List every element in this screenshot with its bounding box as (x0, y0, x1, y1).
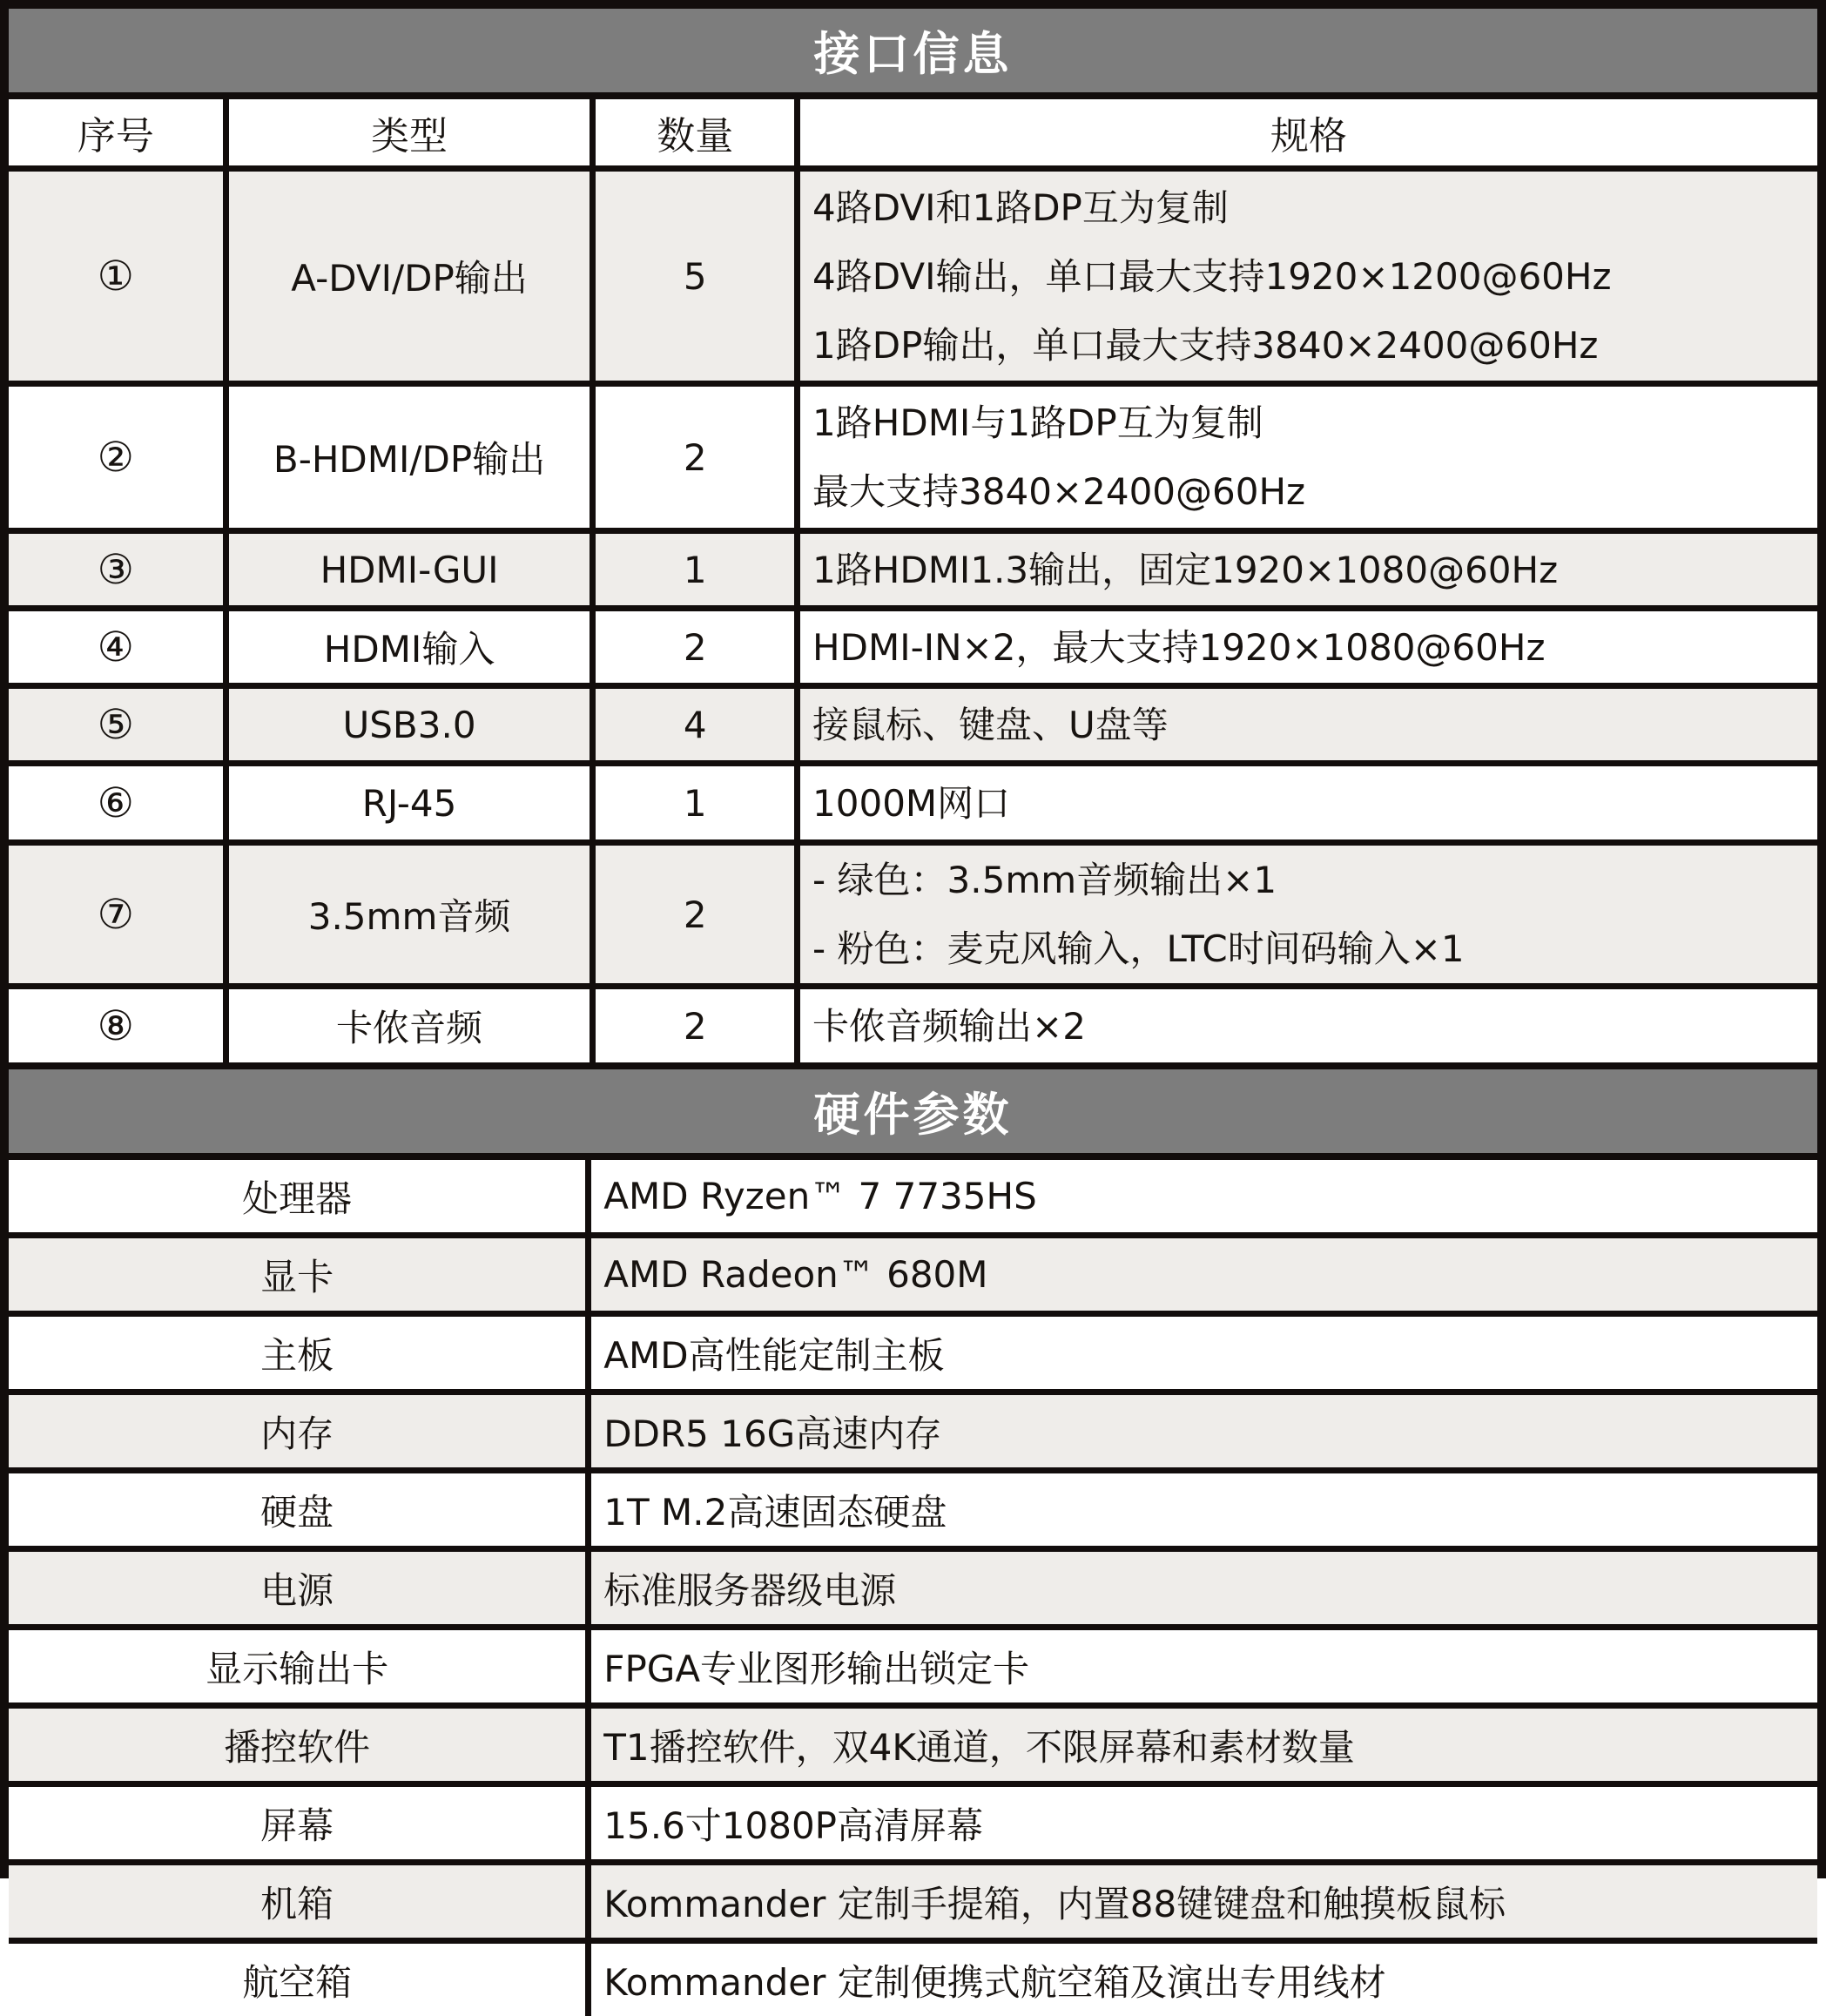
spec-line: 卡侬音频输出×2 (812, 992, 1809, 1061)
port-quantity: 4 (593, 686, 798, 764)
table-row (9, 843, 1817, 987)
row-number: ③ (9, 531, 226, 609)
column-header-no: 序号 (9, 99, 226, 169)
spec-line: 4路DVI和1路DP互为复制 (812, 173, 1809, 242)
port-type: RJ-45 (226, 764, 593, 843)
spec-line: HDMI-IN×2，最大支持1920×1080@60Hz (812, 613, 1809, 682)
row-number: ① (9, 169, 226, 384)
table-row (9, 1236, 1817, 1314)
hardware-value: FPGA专业图形输出锁定卡 (589, 1628, 1817, 1706)
table-row (9, 1314, 1817, 1392)
table-row (9, 384, 1817, 531)
table-row (9, 764, 1817, 843)
hardware-section-title: 硬件参数 (9, 1062, 1817, 1160)
table-row (9, 1471, 1817, 1549)
table-row (9, 1392, 1817, 1471)
table-row (9, 169, 1817, 384)
port-type: 3.5mm音频 (226, 843, 593, 987)
hardware-value: Kommander 定制便携式航空箱及演出专用线材 (589, 1941, 1817, 2016)
port-quantity: 2 (593, 609, 798, 686)
hardware-label: 硬盘 (9, 1471, 589, 1549)
hardware-label: 电源 (9, 1549, 589, 1628)
port-quantity: 2 (593, 987, 798, 1063)
column-header-spec: 规格 (798, 99, 1817, 169)
spec-line: 最大支持3840×2400@60Hz (812, 457, 1809, 526)
port-type: USB3.0 (226, 686, 593, 764)
hardware-label: 屏幕 (9, 1784, 589, 1863)
hardware-label: 主板 (9, 1314, 589, 1392)
port-spec (798, 764, 1817, 843)
spec-line: 1路DP输出，单口最大支持3840×2400@60Hz (812, 311, 1809, 380)
port-spec (798, 531, 1817, 609)
hardware-value: DDR5 16G高速内存 (589, 1392, 1817, 1471)
port-spec (798, 384, 1817, 531)
row-number: ⑦ (9, 843, 226, 987)
table-row (9, 1863, 1817, 1941)
hardware-value: AMD Radeon™ 680M (589, 1236, 1817, 1314)
spec-line: 1路HDMI与1路DP互为复制 (812, 388, 1809, 457)
port-quantity: 1 (593, 764, 798, 843)
port-quantity: 2 (593, 384, 798, 531)
column-header-type: 类型 (226, 99, 593, 169)
table-row (9, 531, 1817, 609)
hardware-value: T1播控软件，双4K通道，不限屏幕和素材数量 (589, 1706, 1817, 1784)
hardware-table (9, 1160, 1817, 2016)
table-row (9, 609, 1817, 686)
port-spec (798, 987, 1817, 1063)
hardware-value: 1T M.2高速固态硬盘 (589, 1471, 1817, 1549)
port-quantity: 1 (593, 531, 798, 609)
table-row (9, 1160, 1817, 1236)
interface-table (9, 99, 1817, 1062)
row-number: ⑧ (9, 987, 226, 1063)
hardware-value: 15.6寸1080P高清屏幕 (589, 1784, 1817, 1863)
column-header-qty: 数量 (593, 99, 798, 169)
table-row (9, 686, 1817, 764)
spec-line: 1000M网口 (812, 769, 1809, 838)
port-spec (798, 609, 1817, 686)
spec-line: - 绿色：3.5mm音频输出×1 (812, 846, 1809, 914)
interface-table-header (9, 99, 1817, 169)
row-number: ⑤ (9, 686, 226, 764)
header-row (9, 99, 1817, 169)
table-row (9, 987, 1817, 1063)
hardware-label: 显示输出卡 (9, 1628, 589, 1706)
spec-line: 接鼠标、键盘、U盘等 (812, 691, 1809, 759)
port-quantity: 2 (593, 843, 798, 987)
row-number: ② (9, 384, 226, 531)
hardware-label: 播控软件 (9, 1706, 589, 1784)
port-type: HDMI-GUI (226, 531, 593, 609)
port-type: 卡侬音频 (226, 987, 593, 1063)
hardware-label: 航空箱 (9, 1941, 589, 2016)
hardware-label: 显卡 (9, 1236, 589, 1314)
table-row (9, 1628, 1817, 1706)
spec-line: 4路DVI输出，单口最大支持1920×1200@60Hz (812, 242, 1809, 311)
interface-section-title: 接口信息 (9, 9, 1817, 99)
row-number: ⑥ (9, 764, 226, 843)
port-type: HDMI输入 (226, 609, 593, 686)
table-row (9, 1549, 1817, 1628)
port-quantity: 5 (593, 169, 798, 384)
port-spec (798, 843, 1817, 987)
table-row (9, 1941, 1817, 2016)
port-spec (798, 169, 1817, 384)
hardware-value: Kommander 定制手提箱，内置88键键盘和触摸板鼠标 (589, 1863, 1817, 1941)
hardware-value: AMD高性能定制主板 (589, 1314, 1817, 1392)
hardware-label: 处理器 (9, 1160, 589, 1236)
hardware-label: 内存 (9, 1392, 589, 1471)
hardware-value: AMD Ryzen™ 7 7735HS (589, 1160, 1817, 1236)
port-spec (798, 686, 1817, 764)
hardware-value: 标准服务器级电源 (589, 1549, 1817, 1628)
spec-line: - 粉色：麦克风输入，LTC时间码输入×1 (812, 914, 1809, 983)
spec-line: 1路HDMI1.3输出，固定1920×1080@60Hz (812, 536, 1809, 604)
port-type: A-DVI/DP输出 (226, 169, 593, 384)
table-row (9, 1784, 1817, 1863)
table-row (9, 1706, 1817, 1784)
port-type: B-HDMI/DP输出 (226, 384, 593, 531)
hardware-label: 机箱 (9, 1863, 589, 1941)
row-number: ④ (9, 609, 226, 686)
